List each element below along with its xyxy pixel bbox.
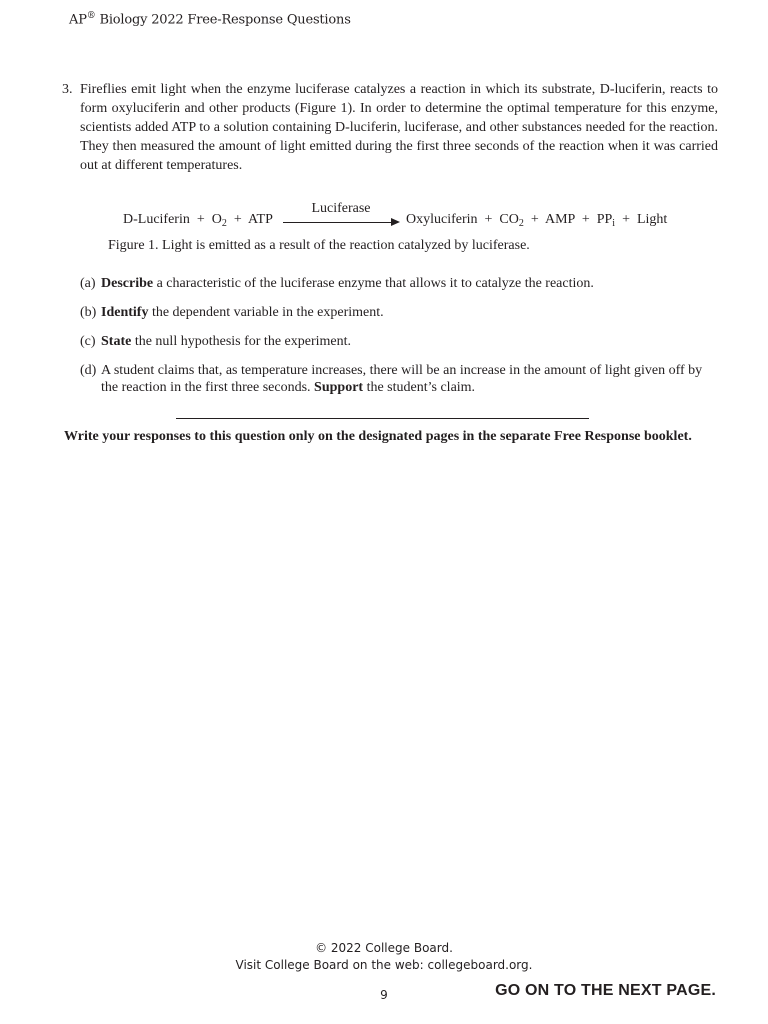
- copyright-notice: © 2022 College Board.: [315, 941, 453, 955]
- product-text: Oxyluciferin + CO: [406, 212, 519, 227]
- part-text: the student’s claim.: [363, 380, 476, 395]
- header-title-rest: Biology 2022 Free-Response Questions: [95, 12, 351, 28]
- divider-line: [176, 418, 589, 419]
- part-text: a characteristic of the luciferase enzyme that allows it to catalyze the reaction.: [153, 276, 594, 291]
- task-verb: Identify: [101, 305, 149, 320]
- arrow-label: Luciferase: [311, 201, 371, 216]
- reactant-text: + ATP: [226, 212, 273, 227]
- part-label: (d): [80, 363, 97, 378]
- response-instruction: Write your responses to this question only on the designated pages in the separate Free Response booklet.: [64, 429, 692, 444]
- question-3: [62, 80, 718, 175]
- question-line: form oxyluciferin and other products (Figure 1). In order to determine the optimal temperature for this enzyme,: [80, 101, 718, 116]
- arrow-line: [283, 222, 393, 223]
- question-body: [80, 80, 718, 175]
- figure-caption: Figure 1. Light is emitted as a result of the reaction catalyzed by luciferase.: [108, 238, 530, 253]
- part-c: [80, 333, 714, 350]
- subscript: i: [612, 218, 616, 229]
- part-a: [80, 275, 714, 292]
- header-title-prefix: AP: [69, 12, 87, 28]
- arrow-head-icon: [391, 218, 400, 226]
- part-text: the null hypothesis for the experiment.: [131, 334, 352, 349]
- part-d: [80, 362, 714, 396]
- product-text: + Light: [615, 212, 668, 227]
- task-verb: Support: [314, 380, 364, 395]
- part-label: (b): [80, 305, 97, 320]
- part-label: (a): [80, 276, 96, 291]
- next-page-notice: GO ON TO THE NEXT PAGE.: [495, 982, 716, 999]
- registered-mark: ®: [86, 11, 96, 21]
- question-line: Fireflies emit light when the enzyme luciferase catalyzes a reaction in which its substrate, D-luciferin, reacts to: [80, 82, 718, 97]
- question-parts: [80, 275, 714, 408]
- page-header: [69, 11, 351, 27]
- part-text: the dependent variable in the experiment.: [148, 305, 384, 320]
- website-notice: Visit College Board on the web: collegeboard.org.: [235, 958, 533, 972]
- equation-products: [406, 212, 667, 228]
- question-line: scientists added ATP to a solution containing D-luciferin, luciferase, and other substances needed for the: [80, 120, 666, 135]
- subscript: 2: [518, 218, 524, 229]
- question-line: reaction. They then measured the amount of light emitted during the first three seconds of the reaction when it: [80, 120, 718, 154]
- reaction-equation: [123, 201, 683, 233]
- task-verb: Describe: [101, 276, 154, 291]
- subscript: 2: [221, 218, 227, 229]
- part-label: (c): [80, 334, 96, 349]
- question-number: 3.: [62, 82, 73, 97]
- reactant-text: D-Luciferin + O: [123, 212, 222, 227]
- task-verb: State: [101, 334, 132, 349]
- question-line: was carried out at different temperatures.: [80, 139, 718, 173]
- part-b: [80, 304, 714, 321]
- part-text: A student claims that, as temperature increases, there will be an increase in the amount of light given off by the reaction in the first three seconds.: [101, 363, 703, 395]
- product-text: + AMP + PP: [523, 212, 613, 227]
- page-number: 9: [380, 988, 388, 1002]
- equation-reactants: [123, 212, 273, 228]
- reaction-arrow: [281, 201, 401, 231]
